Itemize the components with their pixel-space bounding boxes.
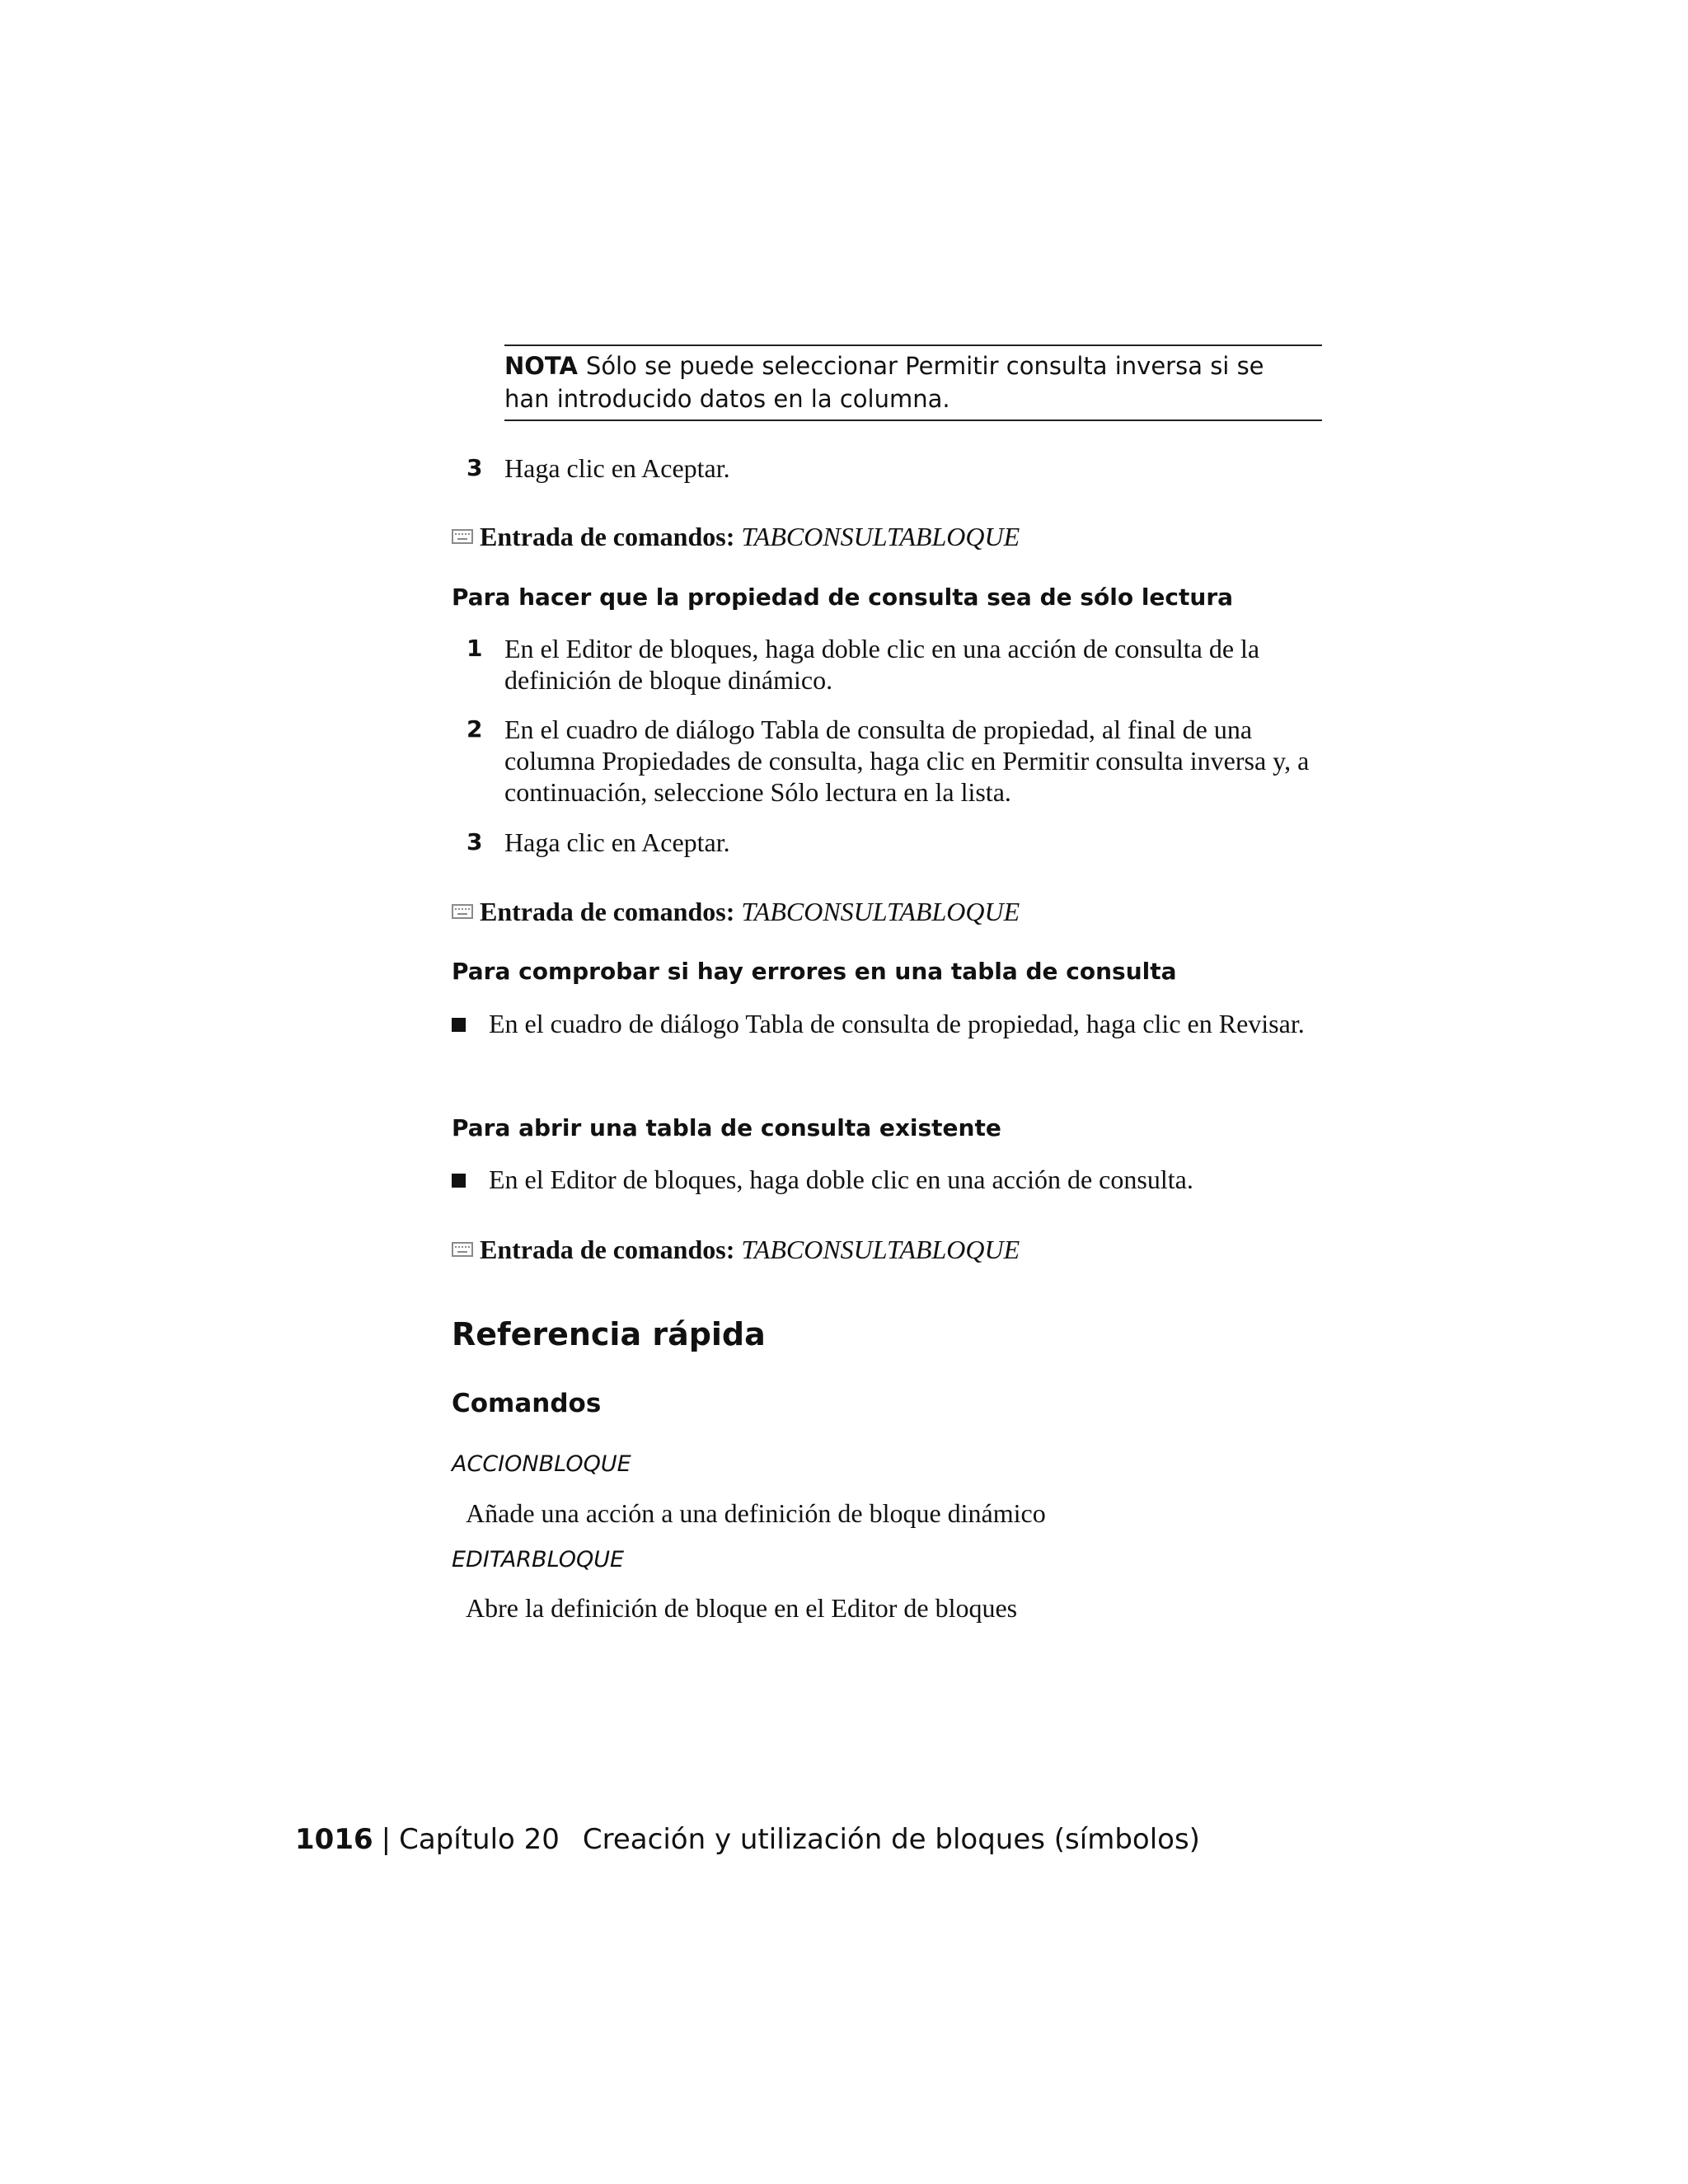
chapter-label: Capítulo 20 [399,1823,560,1856]
command-entry-value: TABCONSULTABLOQUE [741,522,1020,551]
page-number: 1016 [295,1823,373,1856]
bullet-text: En el cuadro de diálogo Tabla de consulta de propiedad, haga clic en Revisar. [489,1009,1305,1038]
command-name: EDITARBLOQUE [452,1547,625,1572]
step-item [452,827,1325,858]
note-text: Sólo se puede seleccionar Permitir consulta inversa si se han introducido datos en la columna. [504,352,1264,413]
step-item [452,633,1325,696]
step-item [452,452,1325,484]
command-description: Añade una acción a una definición de bloque dinámico [466,1498,1046,1528]
command-name: ACCIONBLOQUE [452,1451,631,1477]
step-number: 1 [467,635,483,662]
note-label: NOTA [504,352,578,380]
step-text: En el Editor de bloques, haga doble clic en una acción de consulta de la definición de bloque dinámico. [504,634,1260,695]
section-title: Referencia rápida [452,1316,766,1352]
bullet-text: En el Editor de bloques, haga doble clic en una acción de consulta. [489,1165,1193,1194]
bullet-square-icon [452,1018,466,1032]
step-item [452,714,1325,808]
command-description: Abre la definición de bloque en el Editor de bloques [466,1593,1018,1623]
command-entry-label: Entrada de comandos: [480,897,735,926]
subsection-title: Comandos [452,1389,602,1418]
note-bottom-rule [504,419,1322,421]
keyboard-icon [452,1242,473,1257]
command-entry-value: TABCONSULTABLOQUE [741,1235,1020,1264]
procedure-heading: Para comprobar si hay errores en una tabla de consulta [452,958,1177,985]
step-number: 3 [467,828,483,855]
command-entry-label: Entrada de comandos: [480,522,735,551]
command-entry [452,896,1020,927]
chapter-title: Creación y utilización de bloques (símbolos) [582,1823,1200,1856]
footer-separator: | [381,1823,392,1856]
step-number: 2 [467,715,483,743]
step-text: Haga clic en Aceptar. [504,827,730,857]
bullet-item [452,1164,1325,1195]
step-text: En el cuadro de diálogo Tabla de consulta de propiedad, al final de una columna Propiedades de consulta, haga clic en Permitir consulta inversa y, a continuación, seleccione Sólo lectura en la lista. [504,715,1310,807]
page-footer [295,1821,1200,1858]
command-entry [452,1234,1020,1265]
keyboard-icon [452,904,473,919]
command-entry-label: Entrada de comandos: [480,1235,735,1264]
bullet-square-icon [452,1174,466,1188]
procedure-heading: Para abrir una tabla de consulta existente [452,1114,1001,1141]
command-entry [452,521,1020,552]
step-number: 3 [467,454,483,481]
bullet-item [452,1008,1325,1039]
note-top-rule [504,344,1322,346]
step-text: Haga clic en Aceptar. [504,453,730,483]
command-entry-value: TABCONSULTABLOQUE [741,897,1020,926]
procedure-heading: Para hacer que la propiedad de consulta sea de sólo lectura [452,583,1234,611]
note-box [504,349,1316,415]
keyboard-icon [452,529,473,544]
